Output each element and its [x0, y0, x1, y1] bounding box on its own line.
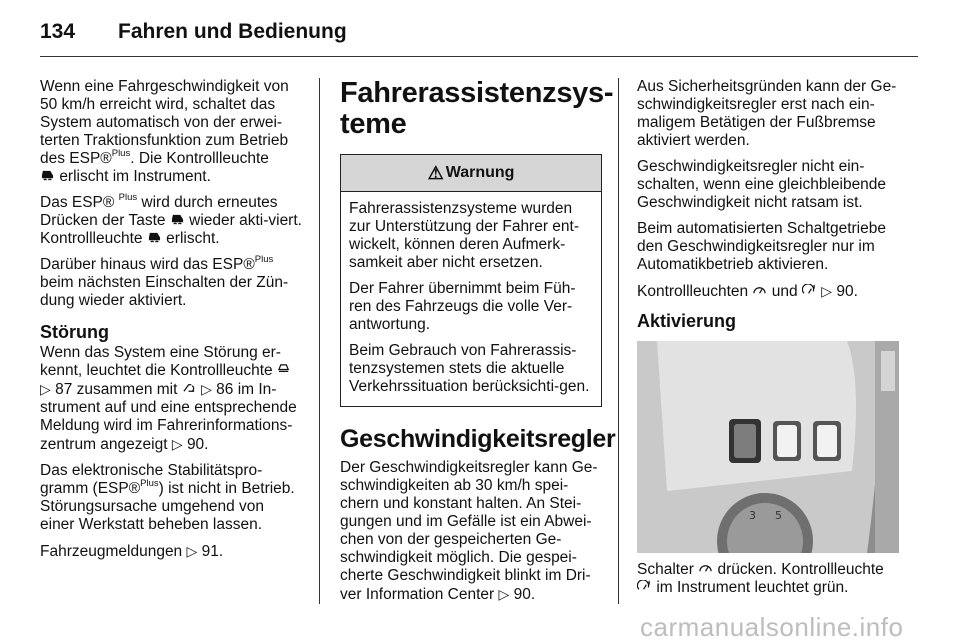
chapter-title: Fahren und Bedienung [118, 20, 347, 43]
watermark-site: carmanualsonline.info [640, 612, 904, 642]
page-ref-arrow: ▷ [40, 381, 51, 397]
column-2 [340, 77, 616, 612]
column-1 [40, 78, 302, 569]
paragraph: Darüber hinaus wird das ESP®$^{Plus}$ beim nächsten Einschalten der Zün-dung wieder aktiviert. [40, 254, 289, 309]
paragraph: Das ESP® $^{Plus}$ wird durch erneutes Drücken der Taste wieder akti-viert. Kontrollleuchte erlischt. [40, 192, 302, 247]
page-ref-arrow: ▷ [171, 436, 183, 452]
paragraph: Wenn eine Fahrgeschwindigkeit von 50 km/h erreicht wird, schaltet das System automatisch von der erwei-terten Traktionsfunktion zum Betrieb des ESP®$^{Plus}$. Die Kontrollleuchte erlischt im Instrument. [40, 78, 289, 185]
page-ref-arrow: ▷ [186, 543, 198, 559]
esp-car-icon [40, 169, 55, 182]
cruise-control-icon [698, 562, 713, 575]
abs-lamp-icon [182, 382, 197, 395]
header-rule [40, 56, 918, 57]
paragraph: Beim automatisierten Schaltgetriebe den Geschwindigkeitsregler nur im Automatikbetrieb aktivieren. [637, 220, 886, 273]
page-ref-arrow: ▷ [821, 283, 833, 299]
page-ref-arrow: ▷ [201, 381, 212, 397]
heading-aktivierung: Aktivierung [637, 311, 737, 331]
paragraph: Der Geschwindigkeitsregler kann Ge-schwindigkeiten ab 30 km/h spei-chern und konstant halten. An Stei-gungen und im Gefälle ist ein Abwei-chen von der gespeicherten Ge-schwindigkeit möglich. Die gespei-cherte Geschwindigkeit blinkt im Dri-ver Information Center ▷ 90. [340, 459, 598, 603]
paragraph: Beim Gebrauch von Fahrerassis-tenzsystemen stets die aktuelle Verkehrssituation berücksichti-gen. [349, 342, 590, 395]
cruise-control-icon [752, 284, 767, 297]
paragraph: Das elektronische Stabilitätspro-gramm (ESP®$^{Plus}$) ist nicht in Betrieb. Störungsursache umgehend von einer Werkstatt beheben lassen. [40, 462, 295, 533]
warning-triangle-icon: ⚠ [427, 163, 444, 183]
paragraph: Fahrzeugmeldungen ▷ 91. [40, 543, 224, 560]
cruise-control-set-icon [802, 284, 817, 297]
svg-text:5: 5 [775, 509, 782, 522]
column-3 [637, 78, 899, 605]
warning-header [341, 155, 601, 192]
column-divider [319, 78, 320, 604]
warning-body [341, 192, 601, 406]
paragraph: Wenn das System eine Störung er-kennt, leuchtet die Kontrollleuchte ▷ 87 zusammen mit ▷ 86 im In-strument auf und eine entsprechende Meldung wird im Fahrerinformations-zentrum angezeigt ▷ 90. [40, 344, 297, 453]
warning-label: Warnung [445, 164, 515, 181]
paragraph: Kontrollleuchten und ▷ 90. [637, 283, 858, 300]
page-header [40, 18, 920, 58]
page-ref-arrow: ▷ [498, 586, 510, 602]
paragraph: Aus Sicherheitsgründen kann der Ge-schwindigkeitsregler erst nach ein-maligem Betätigen der Fußbremse aktiviert werden. [637, 78, 897, 149]
paragraph: Fahrerassistenzsysteme wurden zur Unterstützung der Fahrer ent-wickelt, können deren Aufmerk-samkeit aber nicht ersetzen. [349, 200, 580, 271]
warning-lamp-icon [277, 363, 292, 376]
switch-panel-photo [637, 341, 899, 553]
section-title: Fahrerassistenzsys-teme [340, 77, 614, 140]
esp-car-icon [170, 213, 185, 226]
cruise-control-set-icon [637, 580, 652, 593]
heading-geschwindigkeitsregler: Geschwindigkeitsregler [340, 425, 616, 453]
heading-stoerung: Störung [40, 322, 109, 342]
paragraph: Schalter drücken. Kontrollleuchte im Instrument leuchtet grün. [637, 561, 884, 596]
paragraph: Der Fahrer übernimmt beim Füh-ren des Fahrzeugs die volle Ver-antwortung. [349, 280, 576, 333]
warning-box [340, 154, 602, 407]
svg-text:3: 3 [749, 509, 756, 522]
column-divider [618, 78, 619, 604]
switch-panel-illustration [637, 341, 899, 553]
paragraph: Geschwindigkeitsregler nicht ein-schalten, wenn eine gleichbleibende Geschwindigkeit nicht ratsam ist. [637, 158, 887, 211]
esp-car-icon [147, 231, 162, 244]
page-number: 134 [40, 20, 76, 43]
